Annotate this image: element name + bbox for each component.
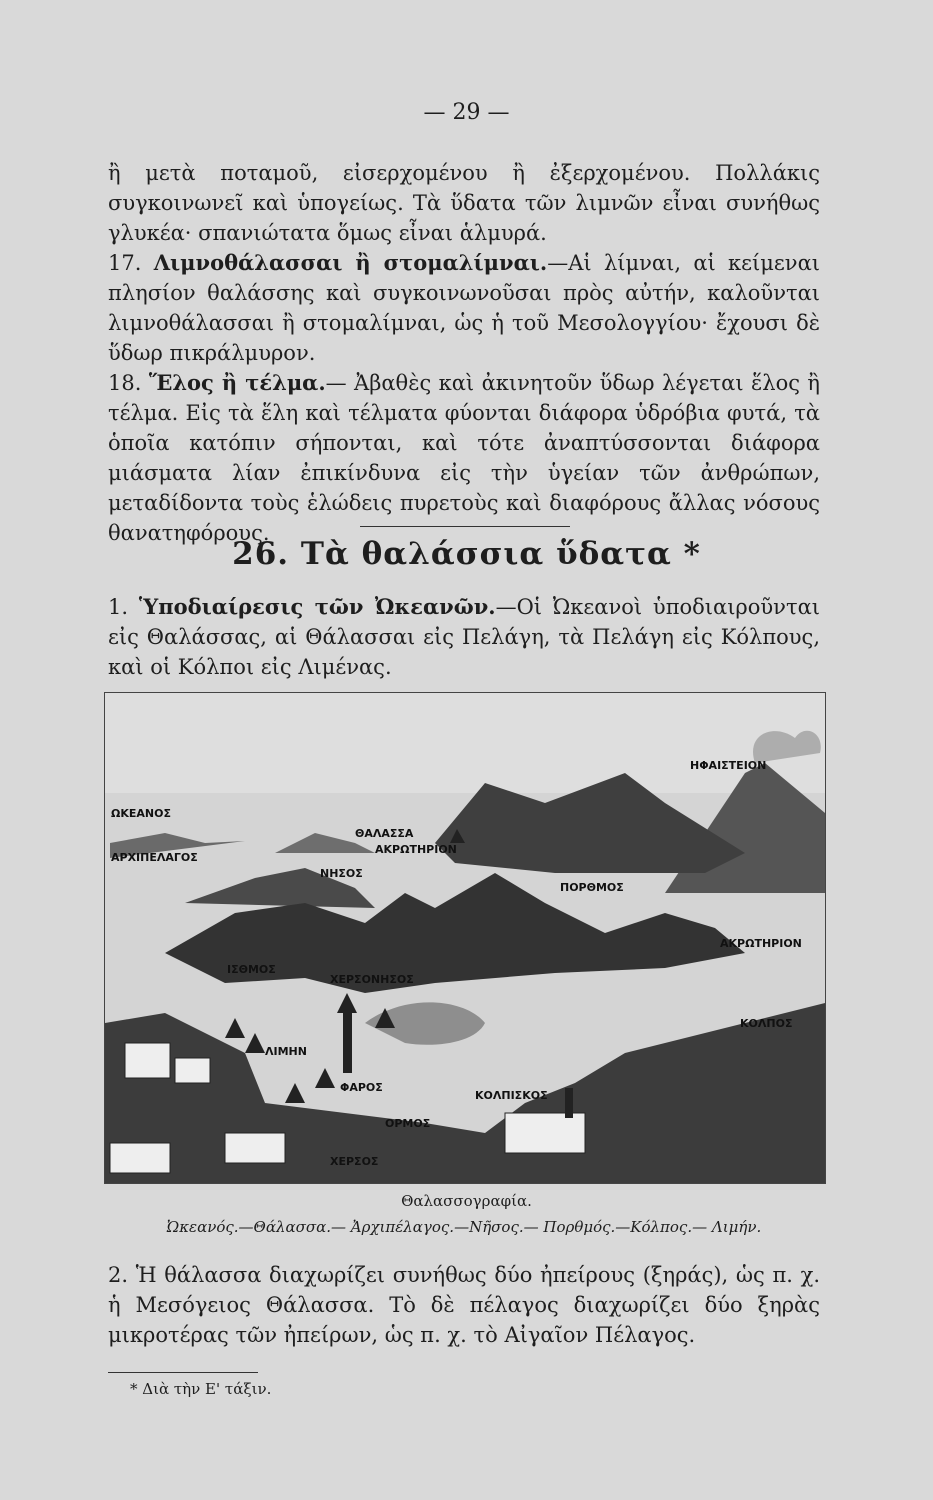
label-thalassa: ΘΑΛΑΣΣΑ bbox=[355, 827, 414, 840]
label-nisos: ΝΗΣΟΣ bbox=[320, 867, 363, 880]
paragraph-26-1-number: 1. bbox=[108, 595, 129, 619]
label-okeanos: ΩΚΕΑΝΟΣ bbox=[111, 807, 171, 820]
paragraph-26-1 bbox=[108, 592, 820, 682]
paragraph-18 bbox=[108, 368, 820, 548]
label-faros: ΦΑΡΟΣ bbox=[340, 1081, 383, 1094]
section-divider bbox=[360, 526, 570, 527]
footnote: * Διὰ τὴν Ε' τάξιν. bbox=[130, 1380, 272, 1398]
label-chersos: ΧΕΡΣΟΣ bbox=[330, 1155, 379, 1168]
paragraph-lakes-end: ἢ μετὰ ποταμοῦ, εἰσερχομένου ἢ ἐξερχομένου. Πολλάκις συγκοινωνεῖ καὶ ὑπογείως. Τὰ ὕδατα τῶν λιμνῶν εἶναι συνήθως γλυκέα· σπανιώτατα ὅμως εἶναι ἁλμυρά. bbox=[108, 161, 820, 245]
landscape-illustration bbox=[105, 693, 825, 1183]
label-isthmos: ΙΣΘΜΟΣ bbox=[227, 963, 276, 976]
label-archipelagos: ΑΡΧΙΠΕΛΑΓΟΣ bbox=[111, 851, 198, 864]
label-chersonisos: ΧΕΡΣΟΝΗΣΟΣ bbox=[330, 973, 414, 986]
figure-caption: Θαλασσογραφία. bbox=[401, 1192, 532, 1210]
thalassography-figure bbox=[104, 692, 826, 1184]
paragraph-26-2: 2. Ἡ θάλασσα διαχωρίζει συνήθως δύο ἠπείρους (ξηράς), ὡς π. χ. ἡ Μεσόγειος Θάλασσα. Τὸ δὲ πέλαγος διαχωρίζει δύο ξηρὰς μικροτέρας τῶν ἠπείρων, ὡς π. χ. τὸ Αἰγαῖον Πέλαγος. bbox=[108, 1263, 820, 1347]
label-hephaisteion: ΗΦΑΙΣΤΕΙΟΝ bbox=[690, 759, 767, 772]
paragraph-18-number: 18. bbox=[108, 371, 142, 395]
paragraph-26-1-heading: Ὑποδιαίρεσις τῶν Ὠκεανῶν. bbox=[138, 594, 496, 619]
label-akrotirion-1: ΑΚΡΩΤΗΡΙΟΝ bbox=[375, 843, 457, 856]
paragraph-17 bbox=[108, 248, 820, 368]
label-ormos: ΟΡΜΟΣ bbox=[385, 1117, 431, 1130]
paragraph-17-number: 17. bbox=[108, 251, 142, 275]
section-title: 26. Τὰ θαλάσσια ὕδατα * bbox=[232, 536, 701, 572]
label-porthmos: ΠΟΡΘΜΟΣ bbox=[560, 881, 624, 894]
label-kolpos: ΚΟΛΠΟΣ bbox=[740, 1017, 793, 1030]
paragraph-26-1-text: —Οἱ Ὠκεανοὶ ὑποδιαιροῦνται εἰς Θαλάσσας, αἱ Θάλασσαι εἰς Πελάγη, τὰ Πελάγη εἰς Κόλπους, καὶ οἱ Κόλποι εἰς Λιμένας. bbox=[108, 595, 820, 679]
page-number: — 29 — bbox=[423, 100, 510, 125]
paragraph-18-text: — Ἀβαθὲς καὶ ἀκινητοῦν ὕδωρ λέγεται ἕλος ἢ τέλμα. Εἰς τὰ ἕλη καὶ τέλματα φύονται διάφορα ὑδρόβια φυτά, τὰ ὁποῖα κατόπιν σήπονται, καὶ τότε ἀναπτύσσονται διάφορα μιάσματα λίαν ἐπικίνδυνα εἰς τὴν ὑγείαν τῶν ἀνθρώπων, μεταδίδοντα τοὺς ἑλώδεις πυρετοὺς καὶ διαφόρους ἄλλας νόσους θανατηφόρους. bbox=[108, 371, 820, 545]
label-kolpiskos: ΚΟΛΠΙΣΚΟΣ bbox=[475, 1089, 548, 1102]
label-limin: ΛΙΜΗΝ bbox=[265, 1045, 307, 1058]
figure-legend: Ὠκεανός.—Θάλασσα.— Ἀρχιπέλαγος.—Νῆσος.— Πορθμός.—Κόλπος.— Λιμήν. bbox=[166, 1218, 762, 1236]
paragraph-17-text: —Αἱ λίμναι, αἱ κείμεναι πλησίον θαλάσσης καὶ συγκοινωνοῦσαι πρὸς αὐτήν, καλοῦνται λιμνοθάλασσαι ἢ στομαλίμναι, ὡς ἡ τοῦ Μεσολογγίου· ἔχουσι δὲ ὕδωρ πικράλμυρον. bbox=[108, 251, 820, 365]
paragraph-18-heading: Ἕλος ἢ τέλμα. bbox=[148, 370, 326, 395]
label-akrotirion-2: ΑΚΡΩΤΗΡΙΟΝ bbox=[720, 937, 802, 950]
footnote-divider bbox=[108, 1372, 258, 1373]
paragraph-17-heading: Λιμνοθάλασσαι ἢ στομαλίμναι. bbox=[153, 250, 548, 275]
